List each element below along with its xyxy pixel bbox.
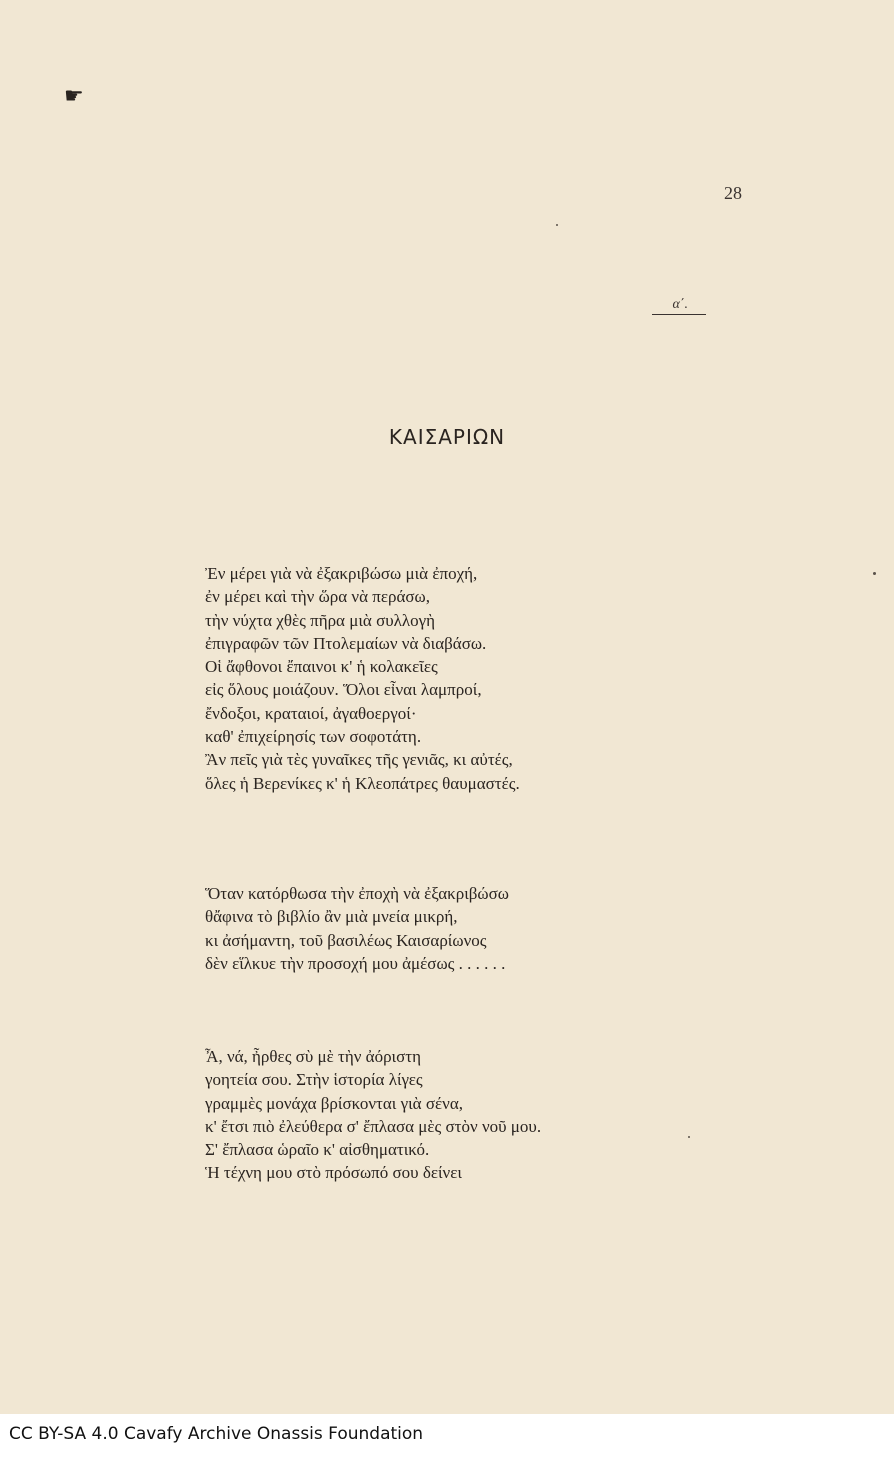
stanza-1 <box>205 562 520 795</box>
poem-line: γοητεία σου. Στὴν ἱστορία λίγες <box>205 1070 423 1090</box>
poem-line: Ἆ, νά, ἦρθες σὺ μὲ τὴν ἀόριστη <box>205 1047 422 1066</box>
poem-line: εἰς ὅλους μοιάζουν. Ὅλοι εἶναι λαμπροί, <box>205 680 482 700</box>
section-label: α΄. <box>672 297 688 312</box>
poem-line: Ὅταν κατόρθωσα τὴν ἐποχὴ νὰ ἐξακριβώσω <box>205 884 509 903</box>
poem-line: Σ' ἔπλασα ὡραῖο κ' αἰσθηματικό. <box>205 1140 430 1160</box>
poem-line: ἐπιγραφῶν τῶν Πτολεμαίων νὰ διαβάσω. <box>205 633 487 653</box>
paper-speck <box>873 572 876 575</box>
paper-speck <box>688 1136 690 1138</box>
poem-line: καθ' ἐπιχείρησίς των σοφοτάτη. <box>205 727 422 747</box>
poem-line: τὴν νύχτα χθὲς πῆρα μιὰ συλλογὴ <box>205 610 436 630</box>
section-underline <box>652 314 706 315</box>
poem-line: Οἱ ἄφθονοι ἔπαινοι κ' ἡ κολακεῖες <box>205 657 438 677</box>
license-credit: CC BY-SA 4.0 Cavafy Archive Onassis Foundation <box>9 1424 424 1444</box>
poem-line: ἔνδοξοι, κραταιοί, ἀγαθοεργοί· <box>205 703 417 723</box>
poem-line: γραμμὲς μονάχα βρίσκονται γιὰ σένα, <box>205 1093 463 1113</box>
poem-line: ὅλες ἡ Βερενίκες κ' ἡ Κλεοπάτρες θαυμαστές. <box>205 773 520 793</box>
poem-line: Ἐν μέρει γιὰ νὰ ἐξακριβώσω μιὰ ἐποχή, <box>205 564 478 583</box>
poem-line: κ' ἔτσι πιὸ ἐλεύθερα σ' ἔπλασα μὲς στὸν νοῦ μου. <box>205 1116 542 1136</box>
stanza-3 <box>205 1045 541 1185</box>
poem-line: Ἂν πεῖς γιὰ τὲς γυναῖκες τῆς γενιᾶς, κι αὐτές, <box>205 750 513 770</box>
footer-bar <box>0 1414 894 1457</box>
stanza-2 <box>205 882 509 975</box>
poem-title: ΚΑΙΣΑΡΙΩΝ <box>388 425 506 449</box>
poem-line: κι ἀσήμαντη, τοῦ βασιλέως Καισαρίωνος <box>205 930 487 950</box>
poem-line: Ἡ τέχνη μου στὸ πρόσωπό σου δείνει <box>205 1163 462 1183</box>
paper-speck <box>556 224 558 226</box>
poem-line: θἄφινα τὸ βιβλίο ἂν μιὰ μνεία μικρή, <box>205 907 458 927</box>
page-number: 28 <box>724 183 742 203</box>
poem-line: ἐν μέρει καὶ τὴν ὥρα νὰ περάσω, <box>205 587 430 607</box>
hand-pointer-icon: ☛ <box>64 84 84 109</box>
poem-line: δὲν εἵλκυε τὴν προσοχή μου ἀμέσως . . . . . . <box>205 953 506 973</box>
